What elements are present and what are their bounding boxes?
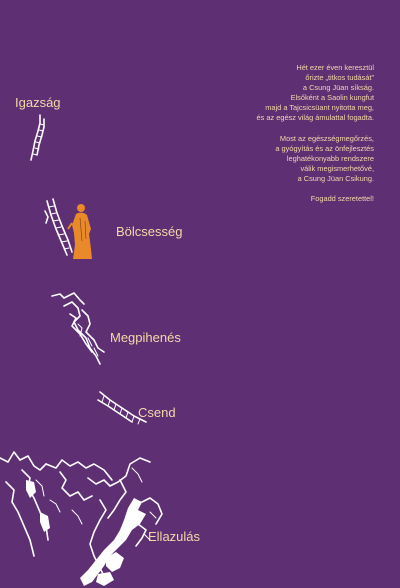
intro-paragraph-1 — [212, 63, 374, 124]
intro-line: őrizte „titkos tudását” — [305, 73, 374, 83]
intro-paragraph-2 — [212, 134, 374, 184]
intro-line: leghatékonyabb rendszere — [286, 153, 374, 163]
step-megpihenes: Megpihenés — [110, 330, 181, 345]
intro-line: a Csung Jüan Csikung. — [297, 173, 374, 183]
ladder-icon — [96, 388, 151, 428]
step-csend: Csend — [138, 405, 176, 420]
river-drawing — [76, 478, 186, 588]
step-ellazulas: Ellazulás — [148, 529, 201, 544]
cliff-drawing — [50, 290, 110, 370]
intro-line: Elsőként a Saolin kungfut — [290, 93, 374, 103]
intro-line: Most az egészségmegőrzés, — [279, 133, 374, 143]
intro-line: válik megismerhetővé, — [300, 163, 374, 173]
intro-text — [212, 63, 374, 214]
step-bolcsesseg: Bölcsesség — [116, 224, 183, 239]
monk-figure — [67, 201, 97, 263]
intro-line: majd a Tajcsicsüant nyitotta meg, — [265, 103, 374, 113]
intro-line: és az egész világ ámulattal fogadta. — [256, 113, 374, 123]
intro-line: a Csung Jüan síkság. — [302, 83, 374, 93]
step-igazsag: Igazság — [15, 95, 61, 110]
ladder-icon — [24, 113, 54, 163]
intro-line: Hét ezer éven keresztül — [296, 63, 374, 72]
intro-line: Fogadd szeretettel! — [310, 194, 374, 204]
intro-paragraph-3 — [212, 194, 374, 204]
intro-line: a gyógyítás és az önfejlesztés — [275, 143, 374, 153]
